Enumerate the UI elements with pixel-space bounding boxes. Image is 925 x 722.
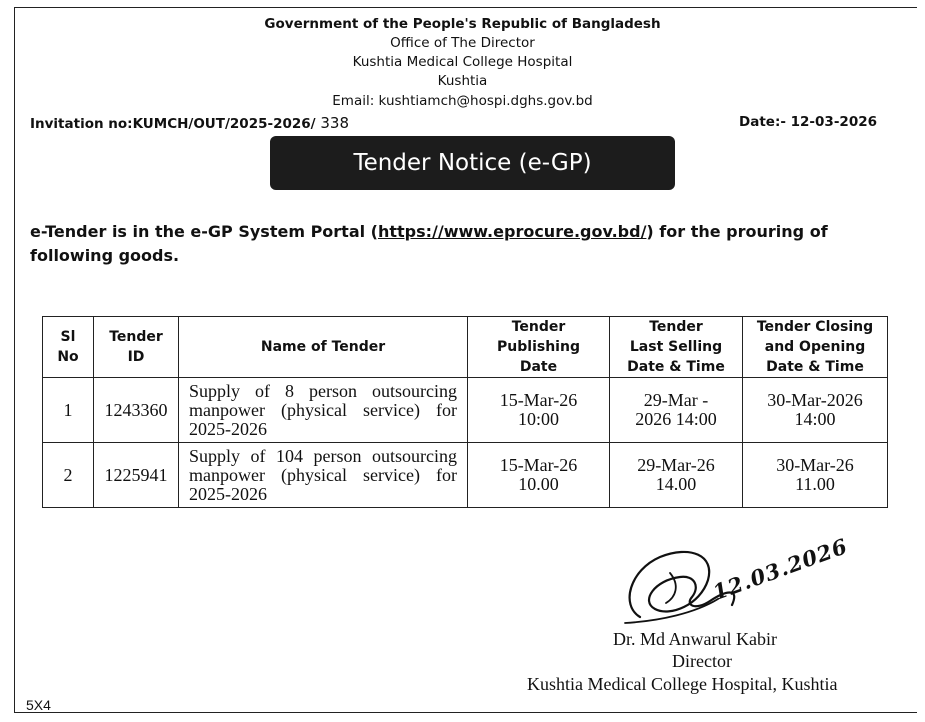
invitation-number bbox=[30, 114, 349, 132]
header-government: Government of the People's Republic of Bangladesh bbox=[264, 16, 661, 32]
signatory-organization: Kushtia Medical College Hospital, Kushtia bbox=[527, 674, 838, 694]
col-tender-id: Tender ID bbox=[94, 317, 179, 378]
footer-code: 5X4 bbox=[26, 697, 51, 713]
cell-closing: 30-Mar-2026 14:00 bbox=[743, 378, 888, 443]
cell-tender-id: 1225941 bbox=[94, 443, 179, 508]
col-name-of-tender: Name of Tender bbox=[179, 317, 468, 378]
eprocure-link[interactable]: https://www.eprocure.gov.bd/ bbox=[377, 222, 647, 241]
intro-text-before: e-Tender is in the e-GP System Portal ( bbox=[30, 222, 378, 241]
signatory-name: Dr. Md Anwarul Kabir bbox=[613, 629, 777, 649]
table-row bbox=[43, 443, 888, 508]
tender-notice-banner: Tender Notice (e-GP) bbox=[270, 136, 675, 190]
invitation-serial: 338 bbox=[315, 114, 349, 132]
cell-publishing: 15-Mar-26 10:00 bbox=[468, 378, 610, 443]
col-closing-opening: Tender Closing and Opening Date & Time bbox=[743, 317, 888, 378]
cell-tender-name: Supply of 8 person outsourcing manpower (physical service) for 2025-2026 bbox=[179, 378, 468, 443]
signatory-title: Director bbox=[672, 651, 732, 671]
cell-tender-name: Supply of 104 person outsourcing manpower (physical service) for 2025-2026 bbox=[179, 443, 468, 508]
col-publishing-date: Tender Publishing Date bbox=[468, 317, 610, 378]
tender-table bbox=[42, 316, 888, 508]
intro-text-after: ) for the prouring of following goods. bbox=[30, 222, 828, 265]
cell-tender-id: 1243360 bbox=[94, 378, 179, 443]
col-last-selling: Tender Last Selling Date & Time bbox=[610, 317, 743, 378]
notice-date: Date:- 12-03-2026 bbox=[739, 114, 877, 130]
signature-date: 12.03.2026 bbox=[709, 533, 851, 605]
header-location: Kushtia bbox=[437, 73, 488, 89]
header-office: Office of The Director bbox=[390, 35, 535, 51]
cell-sl: 2 bbox=[43, 443, 94, 508]
invitation-label: Invitation no:KUMCH/OUT/2025-2026/ bbox=[30, 116, 316, 132]
header-email: Email: kushtiamch@hospi.dghs.gov.bd bbox=[332, 93, 593, 109]
cell-last-selling: 29-Mar - 2026 14:00 bbox=[610, 378, 743, 443]
col-sl-no: Sl No bbox=[43, 317, 94, 378]
table-row bbox=[43, 378, 888, 443]
cell-last-selling: 29-Mar-26 14.00 bbox=[610, 443, 743, 508]
header-hospital: Kushtia Medical College Hospital bbox=[352, 54, 573, 70]
cell-sl: 1 bbox=[43, 378, 94, 443]
table-header-row bbox=[43, 317, 888, 378]
cell-publishing: 15-Mar-26 10.00 bbox=[468, 443, 610, 508]
cell-closing: 30-Mar-26 11.00 bbox=[743, 443, 888, 508]
intro-paragraph bbox=[30, 220, 895, 268]
